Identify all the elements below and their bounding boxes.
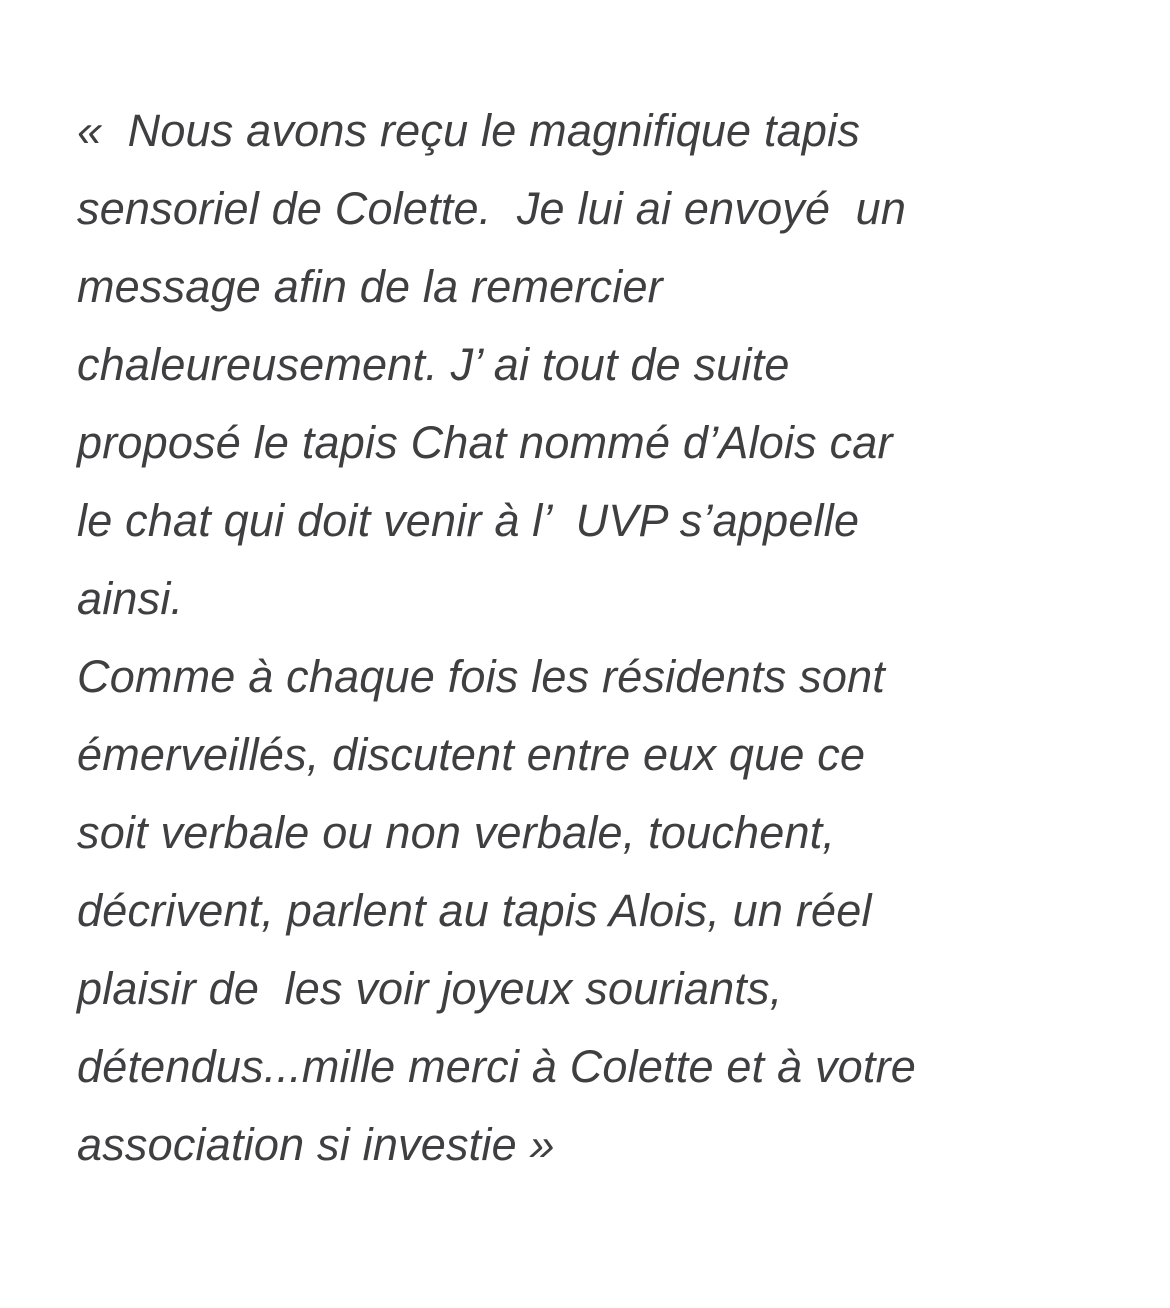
quote-line-3: message afin de la remercier xyxy=(77,261,663,312)
quote-line-5: proposé le tapis Chat nommé d’Alois car xyxy=(77,417,893,468)
quote-line-1: « Nous avons reçu le magnifique tapis xyxy=(77,105,861,156)
quote-line-10: soit verbale ou non verbale, touchent, xyxy=(77,807,836,858)
quote-line-7: ainsi. xyxy=(77,573,184,624)
quote-line-4: chaleureusement. J’ ai tout de suite xyxy=(77,339,790,390)
quote-line-9: émerveillés, discutent entre eux que ce xyxy=(77,729,866,780)
quote-line-6: le chat qui doit venir à l’ UVP s’appelle xyxy=(77,495,860,546)
quote-line-8: Comme à chaque fois les résidents sont xyxy=(77,651,885,702)
quote-line-13: détendus...mille merci à Colette et à votre xyxy=(77,1041,916,1092)
quote-line-2: sensoriel de Colette. Je lui ai envoyé un xyxy=(77,183,907,234)
testimonial-quote xyxy=(77,92,1137,1184)
quote-line-14: association si investie » xyxy=(77,1119,555,1170)
quote-line-11: décrivent, parlent au tapis Alois, un réel xyxy=(77,885,872,936)
quote-line-12: plaisir de les voir joyeux souriants, xyxy=(77,963,783,1014)
